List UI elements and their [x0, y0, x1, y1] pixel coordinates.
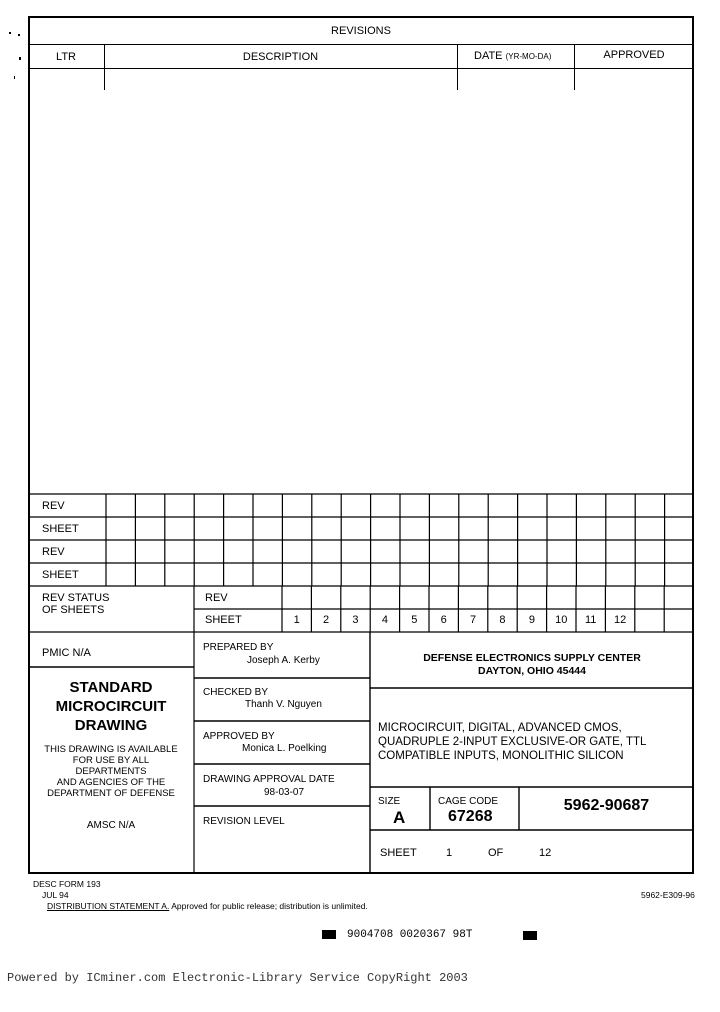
revisions-title: REVISIONS — [331, 25, 391, 37]
sheet-info-number: 1 — [446, 847, 453, 859]
grid-row-label: REV — [42, 546, 65, 558]
approved-name: Monica L. Poelking — [242, 743, 327, 754]
ltr-header: LTR — [56, 51, 76, 63]
size-label: SIZE — [378, 796, 401, 807]
scan-speck — [9, 32, 11, 34]
sheet-number: 1 — [293, 614, 300, 626]
sheet-label: SHEET — [205, 614, 242, 626]
cage-code-value: 67268 — [448, 808, 493, 825]
sheet-number: 5 — [411, 614, 418, 626]
device-title: MICROCIRCUIT, DIGITAL, ADVANCED CMOS, QUADRUPLE 2-INPUT EXCLUSIVE-OR GATE, TTL COMPATIBLE INPUTS, MONOLITHIC SILICON — [378, 722, 647, 762]
sheet-number: 12 — [613, 614, 627, 626]
grid-row-label: SHEET — [42, 569, 79, 581]
agency-address: DAYTON, OHIO 45444 — [478, 665, 586, 677]
approval-date-value: 98-03-07 — [264, 787, 305, 798]
prepared-name: Joseph A. Kerby — [247, 655, 320, 666]
form-code: 5962-E309-96 — [641, 890, 695, 900]
sheet-number: 7 — [470, 614, 477, 626]
availability-statement: THIS DRAWING IS AVAILABLE FOR USE BY ALL DEPARTMENTS AND AGENCIES OF THE DEPARTMENT OF DEFENSE — [44, 744, 178, 799]
scan-speck — [19, 57, 21, 60]
approved-header: APPROVED — [603, 49, 665, 61]
sheet-info-label: SHEET — [380, 847, 417, 859]
description-header: DESCRIPTION — [242, 51, 319, 63]
sheet-number: 9 — [528, 614, 535, 626]
amsc: AMSC N/A — [86, 820, 136, 831]
cage-code-label: CAGE CODE — [438, 796, 499, 807]
revision-level-label: REVISION LEVEL — [203, 816, 285, 827]
checked-label: CHECKED BY — [203, 687, 269, 698]
sheet-number: 3 — [352, 614, 359, 626]
grid-row-label: SHEET — [42, 523, 79, 535]
barcode-mark-left — [322, 930, 336, 939]
rev-label: REV — [205, 592, 228, 604]
drawing-number: 5962-90687 — [563, 797, 650, 814]
grid-row-label: REV — [42, 500, 65, 512]
date-header-label: DATE — [474, 50, 503, 62]
date-header-format: (YR-MO-DA) — [505, 52, 552, 61]
watermark: Powered by ICminer.com Electronic-Library Service CopyRight 2003 — [7, 971, 468, 985]
sheet-number: 8 — [499, 614, 506, 626]
prepared-label: PREPARED BY — [203, 642, 274, 653]
barcode-mark-right — [523, 931, 537, 940]
form-number: DESC FORM 193 — [33, 879, 101, 889]
sheet-number: 11 — [584, 614, 597, 626]
rev-status-label: REV STATUS OF SHEETS — [42, 592, 110, 616]
distribution-text: Approved for public release; distribution is unlimited. — [171, 901, 368, 911]
sheet-info-total: 12 — [539, 847, 552, 859]
sheet-number: 10 — [555, 614, 568, 626]
sheet-number: 4 — [381, 614, 388, 626]
approved-label: APPROVED BY — [203, 731, 275, 742]
sheet-number: 2 — [323, 614, 330, 626]
standard-title: STANDARD MICROCIRCUIT DRAWING — [55, 679, 167, 734]
approval-date-label: DRAWING APPROVAL DATE — [203, 774, 335, 785]
barcode-text: 9004708 0020367 98T — [347, 929, 473, 941]
sheet-number: 6 — [440, 614, 447, 626]
agency-name: DEFENSE ELECTRONICS SUPPLY CENTER — [423, 652, 641, 664]
scan-speck — [18, 34, 20, 36]
distribution-statement — [47, 902, 368, 911]
scan-speck — [14, 76, 15, 79]
pmic: PMIC N/A — [42, 647, 91, 659]
sheet-info-of: OF — [488, 847, 504, 859]
checked-name: Thanh V. Nguyen — [245, 699, 322, 710]
distribution-label: DISTRIBUTION STATEMENT A. — [47, 901, 170, 911]
size-value: A — [393, 808, 406, 827]
form-date: JUL 94 — [42, 890, 69, 900]
